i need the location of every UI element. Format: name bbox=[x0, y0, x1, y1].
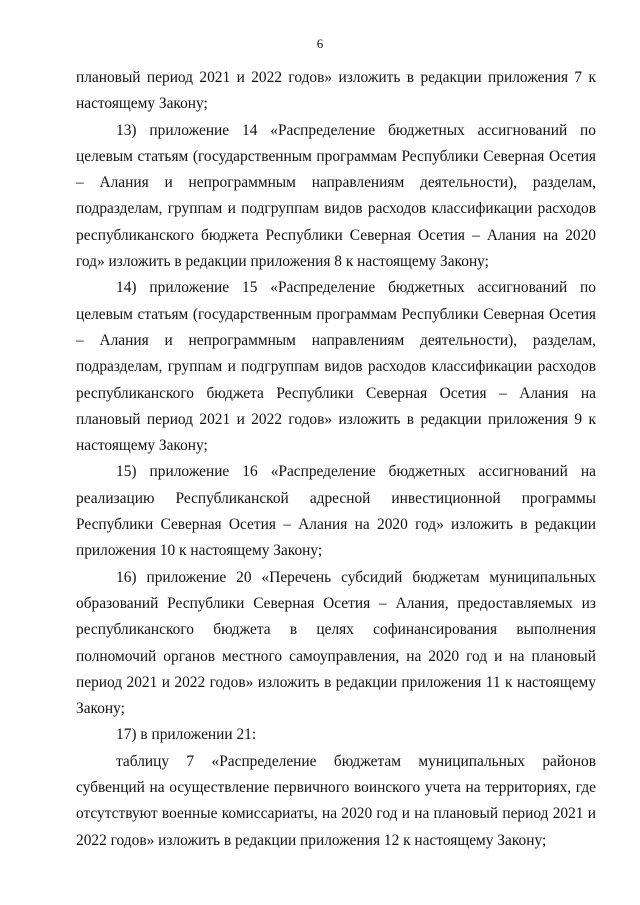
document-body bbox=[76, 65, 596, 854]
paragraph-14: 14) приложение 15 «Распределение бюджетных ассигнований по целевым статьям (государственным программам Республики Северная Осетия – Алания и непрограммным направлениям деятельности), разделам, подразделам, группам и подгруппам видов расходов классификации расходов республиканского бюджета Республики Северная Осетия – Алания на плановый период 2021 и 2022 годов» изложить в редакции приложения 9 к настоящему Закону; bbox=[76, 279, 596, 455]
paragraph-17: 17) в приложении 21: bbox=[116, 726, 257, 744]
paragraph-16: 16) приложение 20 «Перечень субсидий бюджетам муниципальных образований Республики Северная Осетия – Алания, предоставляемых из республиканского бюджета в целях софинансирования выполнения полномочий органов местного самоуправления, на 2020 год и на плановый период 2021 и 2022 годов» изложить в редакции приложения 11 к настоящему Закону; bbox=[76, 568, 596, 718]
paragraph-12-continuation: плановый период 2021 и 2022 годов» изложить в редакции приложения 7 к настоящему Закону; bbox=[76, 69, 596, 113]
paragraph-15: 15) приложение 16 «Распределение бюджетных ассигнований на реализацию Республиканской адресной инвестиционной программы Республики Северная Осетия – Алания на 2020 год» изложить в редакции приложения 10 к настоящему Закону; bbox=[76, 463, 596, 560]
paragraph-17-table-7: таблицу 7 «Распределение бюджетам муниципальных районов субвенций на осуществление первичного воинского учета на территориях, где отсутствуют военные комиссариаты, на 2020 год и на плановый период 2021 и 2022 годов» изложить в редакции приложения 12 к настоящему Закону; bbox=[76, 752, 596, 849]
page-number: 6 bbox=[316, 36, 324, 51]
paragraph-13: 13) приложение 14 «Распределение бюджетных ассигнований по целевым статьям (государственным программам Республики Северная Осетия – Алания и непрограммным направлениям деятельности), разделам, подразделам, группам и подгруппам видов расходов классификации расходов республиканского бюджета Республики Северная Осетия – Алания на 2020 год» изложить в редакции приложения 8 к настоящему Закону; bbox=[76, 121, 596, 271]
